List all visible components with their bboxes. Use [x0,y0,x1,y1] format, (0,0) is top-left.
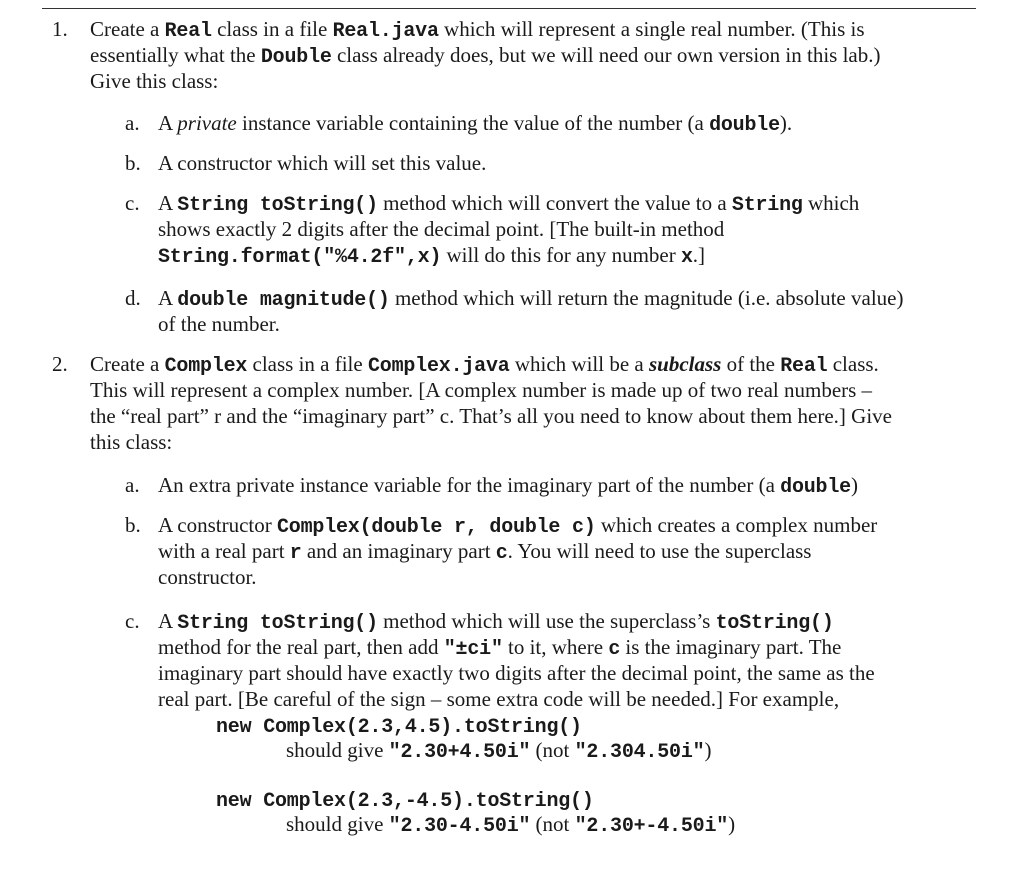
text-run: method for the real part, then add [158,635,444,659]
paragraph-line [158,660,875,686]
sublist-letter: c. [125,609,140,633]
paragraph-line [158,150,486,176]
paragraph-line [158,242,705,271]
example-result-line [286,737,711,766]
text-run: class already does, but we will need our own version in this lab.) [331,43,881,67]
inline-code: String.format("%4.2f",x) [158,246,442,269]
text-run: A constructor [158,513,277,537]
text-run: Create a [90,17,165,41]
paragraph-line [158,512,877,541]
sublist-letter: b. [125,513,141,537]
inline-code: String [731,194,803,217]
text-run: A [158,286,178,310]
inline-code: r [289,542,302,565]
paragraph-line [90,377,872,403]
sublist-letter: a. [125,111,140,135]
text-run: this class: [90,430,173,454]
paragraph-line [158,564,257,590]
paragraph-line [90,68,218,94]
text-run: which will represent a single real number. (This is [438,17,865,41]
text-run: ) [704,738,712,762]
text-run: method which will return the magnitude (i.e. absolute value) [389,286,904,310]
text-run: Create a [90,352,165,376]
list-number: 2. [52,352,68,376]
inline-code: c [608,638,621,661]
text-run: is the imaginary part. The [620,635,842,659]
paragraph-line [90,403,892,429]
text-run: which will be a [509,352,649,376]
text-run: the “real part” r and the “imaginary part” c. That’s all you need to know about them here.] Give [90,404,892,428]
text-run: with a real part [158,539,290,563]
paragraph-line [158,190,859,219]
text-run: of the number. [158,312,280,336]
text-run: ) [728,812,736,836]
text-run: imaginary part should have exactly two digits after the decimal point, the same as the [158,661,875,685]
inline-code: double [709,114,780,137]
inline-code: Complex.java [367,355,510,378]
text-run: instance variable containing the value of the number (a [236,111,710,135]
paragraph-line [158,538,811,567]
paragraph-line [158,285,903,314]
paragraph-line [158,472,858,501]
inline-code: String toString() [177,194,378,217]
text-run: This will represent a complex number. [A complex number is made up of two real numbers – [90,378,873,402]
paragraph-line [158,634,841,663]
text-run: will do this for any number [441,243,681,267]
sublist-letter: b. [125,151,141,175]
inline-code: toString() [715,612,834,635]
inline-code: c [495,542,508,565]
inline-code: double [780,476,851,499]
list-number: 1. [52,17,68,41]
text-run: Give this class: [90,69,219,93]
inline-code: double magnitude() [177,289,390,312]
paragraph-line [90,351,879,380]
inline-code: x [680,246,693,269]
paragraph-line [158,686,839,712]
inline-code: new Complex(2.3,4.5).toString() [216,716,582,739]
text-run: A [158,191,178,215]
paragraph-line [158,608,834,637]
text-run: ). [779,111,793,135]
text-run: which creates a complex number [595,513,878,537]
emphasis-text: private [177,111,237,135]
text-run: class. [827,352,879,376]
text-run: A [158,111,178,135]
bold-italic-text: subclass [648,352,722,376]
text-run: . You will need to use the superclass [507,539,812,563]
text-run: (not [530,812,575,836]
paragraph-line [158,110,792,139]
text-run: method which will use the superclass’s [377,609,716,633]
example-result-line [286,811,735,840]
inline-code: String toString() [177,612,378,635]
paragraph-line [158,311,280,337]
text-run: ) [850,473,858,497]
inline-code: Complex [164,355,248,378]
sublist-letter: c. [125,191,140,215]
text-run: should give [286,738,389,762]
text-run: shows exactly 2 digits after the decimal point. [The built-in method [158,217,725,241]
inline-code: new Complex(2.3,-4.5).toString() [216,790,594,813]
text-run: essentially what the [90,43,261,67]
paragraph-line [90,42,880,71]
text-run: which [802,191,860,215]
paragraph-line [158,216,724,242]
example-wrong-result: "2.304.50i" [574,741,705,764]
inline-code: Complex(double r, double c) [276,516,596,539]
paragraph-line [90,16,865,45]
inline-code: Real.java [332,20,439,43]
inline-code: Real [780,355,828,378]
text-run: and an imaginary part [301,539,496,563]
example-result: "2.30+4.50i" [388,741,531,764]
text-run: class in a file [211,17,333,41]
text-run: (not [530,738,575,762]
text-run: should give [286,812,389,836]
text-run: of the [721,352,781,376]
inline-code: Real [164,20,212,43]
text-run: to it, where [502,635,609,659]
inline-code: Double [260,46,332,69]
text-run: A [158,609,178,633]
text-run: real part. [Be careful of the sign – some extra code will be needed.] For example, [158,687,840,711]
text-run: class in a file [247,352,368,376]
text-run: constructor. [158,565,257,589]
text-run: method which will convert the value to a [377,191,732,215]
example-result: "2.30-4.50i" [388,815,531,838]
text-run: A constructor which will set this value. [158,151,487,175]
inline-code: "±ci" [443,638,503,661]
example-wrong-result: "2.30+-4.50i" [574,815,729,838]
sublist-letter: d. [125,286,141,310]
paragraph-line [90,429,172,455]
text-run: An extra private instance variable for the imaginary part of the number (a [158,473,781,497]
sublist-letter: a. [125,473,140,497]
text-run: .] [692,243,706,267]
